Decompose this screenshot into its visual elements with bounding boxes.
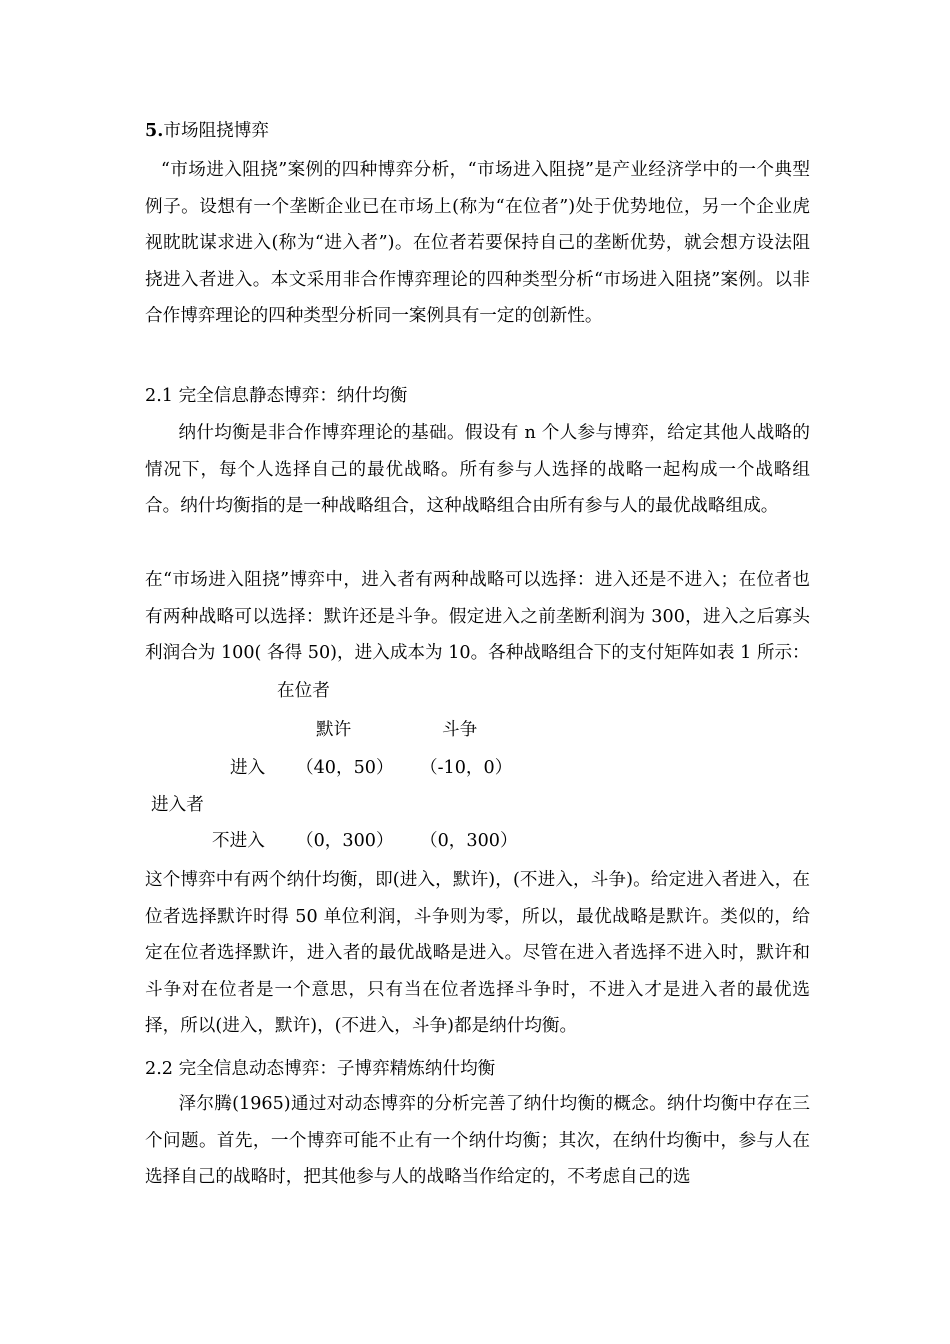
cell-notenter-fight: （0，300）: [420, 831, 518, 851]
entrant-label: 进入者: [151, 795, 204, 815]
section-5-title: 市场阻挠博弈: [163, 121, 269, 141]
cell-enter-acquiesce: （40，50）: [296, 758, 394, 778]
column-acquiesce: 默许: [316, 720, 352, 740]
intro-paragraph: “市场进入阻挠”案例的四种博弈分析，“市场进入阻挠”是产业经济学中的一个典型例子。设想有一个垄断企业已在市场上(称为“在位者”)处于优势地位，另一个企业虎视眈眈谋求进入(称为“进入者”)。在位者若要保持自己的垄断优势，就会想方设法阻挠进入者进入。本文采用非合作博弈理论的四种类型分析“市场进入阻挠”案例。以非合作博弈理论的四种类型分析同一案例具有一定的创新性。: [145, 160, 810, 326]
section-5-heading: [145, 117, 269, 145]
row-enter: 进入: [230, 758, 266, 778]
row-not-enter: 不进入: [212, 831, 265, 851]
section-5-number: 5.: [145, 120, 164, 141]
nash-definition-paragraph: 纳什均衡是非合作博弈理论的基础。假设有 n 个人参与博弈，给定其他人战略的情况下，每个人选择自己的最优战略。所有参与人选择的战略一起构成一个战略组合。纳什均衡指的是一种战略组合，这种战略组合由所有参与人的最优战略组成。: [145, 423, 810, 516]
column-fight: 斗争: [442, 720, 478, 740]
section-2-1-heading: 2.1 完全信息静态博弈：纳什均衡: [145, 386, 408, 406]
incumbent-label: 在位者: [277, 681, 330, 701]
cell-enter-fight: （-10，0）: [420, 758, 513, 778]
section-2-2-heading: 2.2 完全信息动态博弈：子博弈精炼纳什均衡: [145, 1059, 496, 1079]
equilibrium-analysis-paragraph: 这个博弈中有两个纳什均衡，即(进入，默许)，(不进入，斗争)。给定进入者进入，在位者选择默许时得 50 单位利润，斗争则为零，所以，最优战略是默许。类似的，给定在位者选择默许，进入者的最优战略是进入。尽管在进入者选择不进入时，默许和斗争对在位者是一个意思，只有当在位者选择斗争时，不进入才是进入者的最优选择，所以(进入，默许)，(不进入，斗争)都是纳什均衡。: [145, 870, 810, 1036]
cell-notenter-acquiesce: （0，300）: [296, 831, 394, 851]
entry-deterrence-paragraph: 在“市场进入阻挠”博弈中，进入者有两种战略可以选择：进入还是不进入；在位者也有两种战略可以选择：默许还是斗争。假定进入之前垄断利润为 300，进入之后寡头利润合为 100( 各得 50)，进入成本为 10。各种战略组合下的支付矩阵如表 1 所示：: [145, 570, 810, 663]
selten-paragraph: 泽尔腾(1965)通过对动态博弈的分析完善了纳什均衡的概念。纳什均衡中存在三个问题。首先，一个博弈可能不止有一个纳什均衡；其次，在纳什均衡中，参与人在选择自己的战略时，把其他参与人的战略当作给定的，不考虑自己的选: [145, 1094, 810, 1187]
